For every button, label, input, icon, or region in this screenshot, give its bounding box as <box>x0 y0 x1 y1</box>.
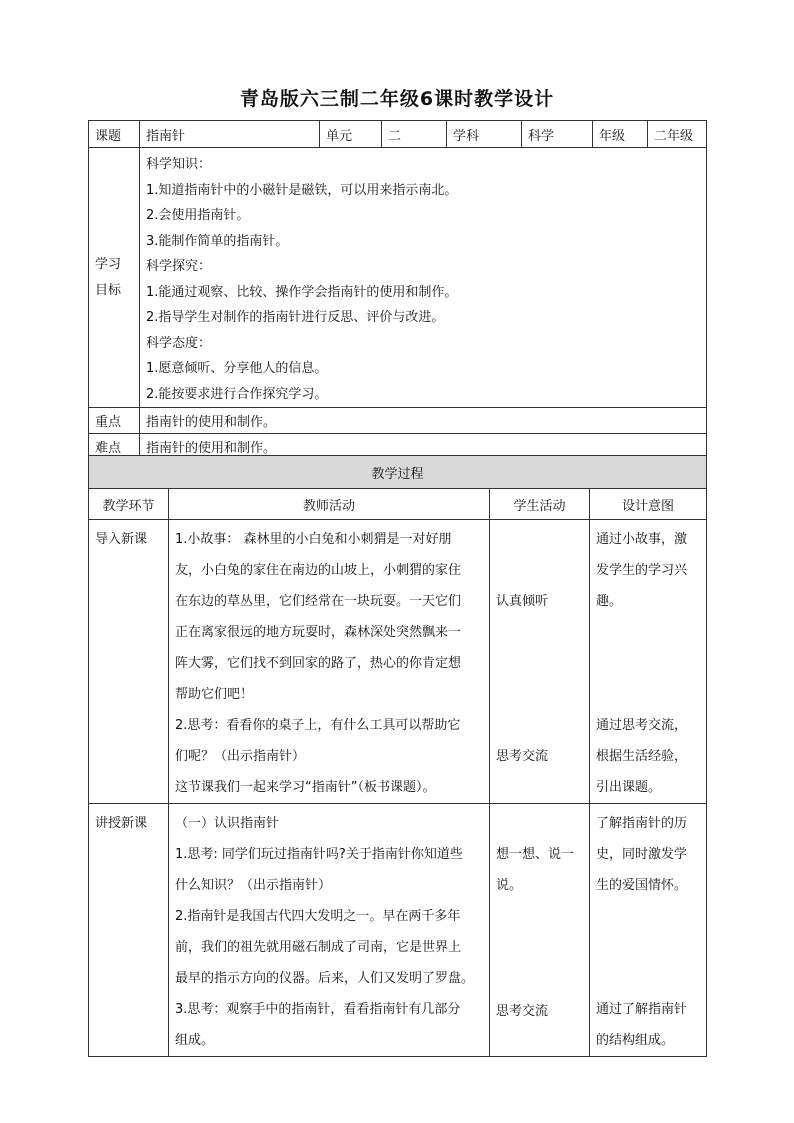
teacher-line: 正在离家很远的地方玩耍时，森林深处突然飘来一 <box>175 625 462 640</box>
goal-line: 3.能制作简单的指南针。 <box>146 233 289 249</box>
intent-line: 史，同时激发学 <box>596 847 688 862</box>
intent-line: 的结构组成。 <box>596 1033 675 1048</box>
header-student: 学生活动 <box>490 489 590 520</box>
teach-teacher <box>169 804 490 1057</box>
intro-stage: 导入新课 <box>89 520 169 804</box>
intent-line: 生的爱国情怀。 <box>596 878 688 893</box>
teacher-line: （一）认识指南针 <box>175 816 280 831</box>
course-value: 指南针 <box>140 121 320 148</box>
goal-line: 2.会使用指南针。 <box>146 208 250 223</box>
intro-student <box>490 520 590 804</box>
teacher-line: 阵大雾，它们找不到回家的路了，热心的你肯定想 <box>175 656 462 671</box>
key-point-label: 重点 <box>89 408 140 434</box>
intent-line: 了解指南针的历 <box>596 816 688 831</box>
subject-label: 学科 <box>447 121 522 148</box>
header-stage: 教学环节 <box>89 489 169 520</box>
goal-line: 科学态度： <box>146 335 212 351</box>
teacher-line: 2.思考：看看你的桌子上，有什么工具可以帮助它 <box>175 718 461 733</box>
intro-row <box>89 520 707 804</box>
intent-line: 引出课题。 <box>596 780 662 795</box>
goals-row <box>89 148 707 408</box>
grade-value: 二年级 <box>648 121 707 148</box>
intro-teacher <box>169 520 490 804</box>
header-intent: 设计意图 <box>590 489 707 520</box>
difficulty-label: 难点 <box>89 434 140 460</box>
teach-intent <box>590 804 707 1057</box>
intent-line: 通过小故事，激 <box>596 532 688 547</box>
process-table <box>88 455 707 1057</box>
teacher-line: 友，小白兔的家住在南边的山坡上，小刺猬的家住 <box>175 563 462 578</box>
goal-line: 1.愿意倾听、分享他人的信息。 <box>146 361 328 376</box>
intent-line: 根据生活经验， <box>596 749 688 764</box>
teacher-line: 什么知识？（出示指南针） <box>175 878 332 893</box>
intent-line: 通过思考交流， <box>596 718 688 733</box>
key-point-value: 指南针的使用和制作。 <box>140 408 707 434</box>
info-table <box>88 120 707 460</box>
goals-label-line-2: 目标 <box>95 282 122 298</box>
goal-line: 1.能通过观察、比较、操作学会指南针的使用和制作。 <box>146 284 458 300</box>
course-label: 课题 <box>89 121 140 148</box>
grade-label: 年级 <box>593 121 648 148</box>
goals-content <box>140 148 707 408</box>
difficulty-value: 指南针的使用和制作。 <box>140 434 707 460</box>
goals-label <box>89 148 140 408</box>
teacher-line: 1.小故事： 森林里的小白兔和小刺猬是一对好朋 <box>175 532 452 547</box>
intent-line: 趣。 <box>596 594 623 609</box>
teacher-line: 最早的指示方向的仪器。后来，人们又发明了罗盘。 <box>175 971 475 986</box>
intro-intent <box>590 520 707 804</box>
student-activity: 思考交流 <box>496 749 549 764</box>
teacher-line: 前，我们的祖先就用磁石制成了司南，它是世界上 <box>175 940 462 955</box>
unit-label: 单元 <box>320 121 382 148</box>
goal-line: 科学探究： <box>146 259 212 274</box>
process-header-row <box>89 489 707 520</box>
student-activity: 想一想、说一 <box>496 847 575 862</box>
teacher-line: 这节课我们一起来学习“指南针”（板书课题）。 <box>175 780 436 795</box>
student-activity: 认真倾听 <box>496 594 549 609</box>
intent-line: 通过了解指南针 <box>596 1002 688 1017</box>
teacher-line: 在东边的草丛里，它们经常在一块玩耍。一天它们 <box>175 594 462 609</box>
teacher-line: 1.思考: 同学们玩过指南针吗?关于指南针你知道些 <box>175 847 463 862</box>
teach-student <box>490 804 590 1057</box>
teacher-line: 3.思考：观察手中的指南针，看看指南针有几部分 <box>175 1002 461 1017</box>
goal-line: 科学知识： <box>146 157 212 172</box>
teacher-line: 2.指南针是我国古代四大发明之一。早在两千多年 <box>175 909 461 924</box>
page-title: 青岛版六三制二年级6课时教学设计 <box>239 88 555 110</box>
teacher-line: 们呢？（出示指南针） <box>175 749 306 764</box>
header-teacher: 教师活动 <box>169 489 490 520</box>
teach-stage: 讲授新课 <box>89 804 169 1057</box>
process-band-row <box>89 456 707 489</box>
teacher-line: 帮助它们吧！ <box>175 687 254 702</box>
student-activity: 说。 <box>496 878 523 893</box>
key-point-row <box>89 408 707 434</box>
teacher-line: 组成。 <box>175 1033 215 1048</box>
goal-line: 2.指导学生对制作的指南针进行反思、评价与改进。 <box>146 310 445 325</box>
goals-label-line-1: 学习 <box>95 256 122 272</box>
info-header-row <box>89 121 707 148</box>
student-activity: 思考交流 <box>496 1004 549 1019</box>
goal-line: 1.知道指南针中的小磁针是磁铁，可以用来指示南北。 <box>146 182 458 198</box>
goal-line: 2.能按要求进行合作探究学习。 <box>146 386 328 402</box>
teach-row <box>89 804 707 1057</box>
process-band: 教学过程 <box>89 456 707 489</box>
intent-line: 发学生的学习兴 <box>596 563 688 578</box>
unit-value: 二 <box>382 121 447 148</box>
subject-value: 科学 <box>522 121 593 148</box>
